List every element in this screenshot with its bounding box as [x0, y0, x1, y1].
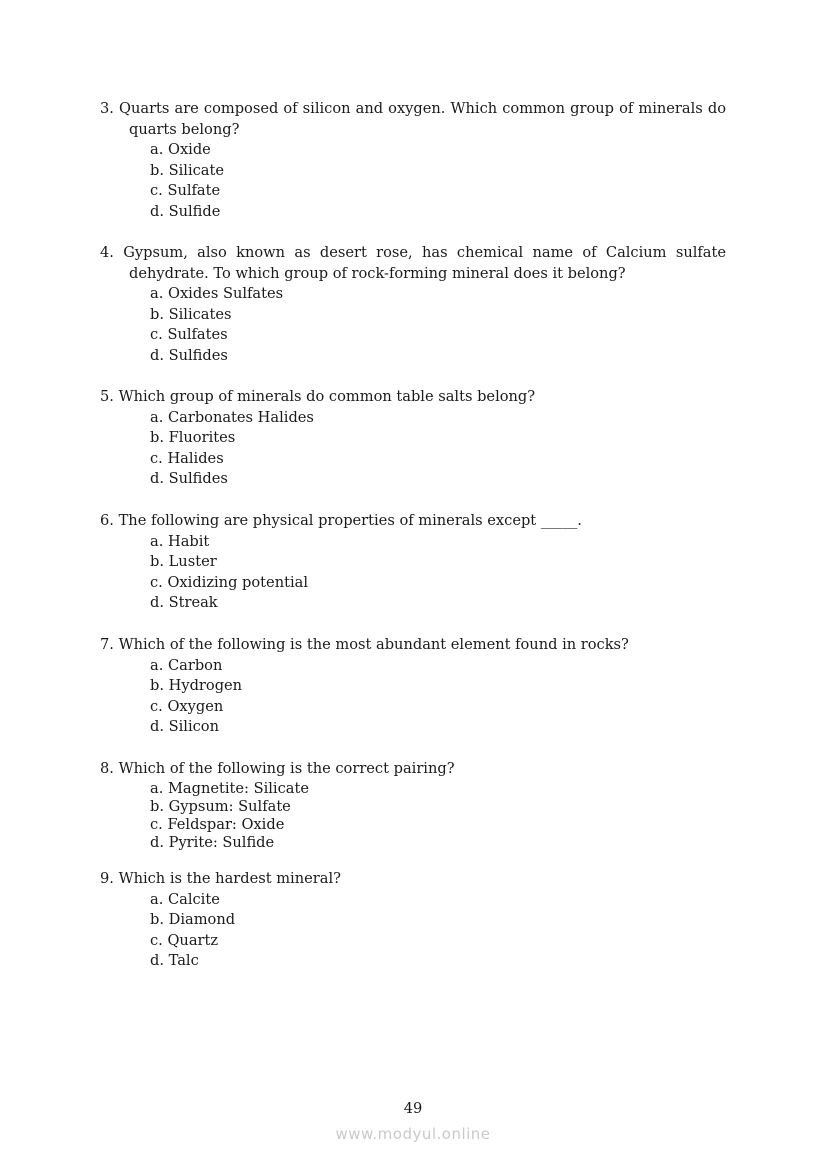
option-a: a. Carbonates Halides [150, 408, 314, 426]
question-stem: 5. Which group of minerals do common table salts belong? [100, 388, 536, 405]
option-d: d. Pyrite: Sulfide [150, 833, 275, 851]
option-list [100, 532, 726, 614]
option-c: c. Sulfates [150, 326, 228, 344]
question-3 [100, 99, 726, 223]
question-8 [100, 759, 726, 852]
question-7 [100, 635, 726, 738]
option-list [100, 408, 726, 490]
option-c: c. Halides [150, 449, 224, 467]
question-stem: 8. Which of the following is the correct pairing? [100, 760, 455, 777]
option-a: a. Magnetite: Silicate [150, 779, 309, 797]
option-b: b. Silicates [150, 305, 232, 323]
option-b: b. Hydrogen [150, 677, 243, 695]
option-a: a. Oxide [150, 141, 211, 159]
option-a: a. Carbon [150, 656, 223, 674]
question-4 [100, 243, 726, 367]
option-a: a. Calcite [150, 890, 220, 908]
question-stem: 4. Gypsum, also known as desert rose, has chemical name of Calcium sulfate dehydrate. To which group of rock-forming mineral does it belong? [100, 244, 726, 282]
option-d: d. Streak [150, 594, 218, 612]
option-b: b. Gypsum: Sulfate [150, 797, 291, 815]
option-list [100, 284, 726, 366]
option-a: a. Habit [150, 532, 210, 550]
watermark: www.modyul.online [335, 1125, 491, 1143]
option-c: c. Feldspar: Oxide [150, 815, 285, 833]
option-d: d. Sulfides [150, 346, 228, 364]
question-stem: 6. The following are physical properties of minerals except _____. [100, 512, 582, 529]
question-6 [100, 511, 726, 614]
option-c: c. Sulfate [150, 182, 221, 200]
question-stem: 3. Quarts are composed of silicon and oxygen. Which common group of minerals do quarts belong? [100, 100, 726, 138]
option-b: b. Silicate [150, 161, 224, 179]
option-list [100, 780, 726, 852]
option-list [100, 140, 726, 222]
option-c: c. Quartz [150, 931, 219, 949]
option-b: b. Diamond [150, 911, 236, 929]
option-b: b. Fluorites [150, 429, 236, 447]
question-5 [100, 387, 726, 490]
question-stem: 9. Which is the hardest mineral? [100, 870, 341, 887]
question-stem: 7. Which of the following is the most abundant element found in rocks? [100, 636, 629, 653]
option-b: b. Luster [150, 553, 217, 571]
option-d: d. Sulfides [150, 470, 228, 488]
option-list [100, 890, 726, 972]
question-9 [100, 869, 726, 972]
page-number: 49 [403, 1100, 423, 1117]
option-d: d. Silicon [150, 718, 219, 736]
option-c: c. Oxygen [150, 697, 224, 715]
option-c: c. Oxidizing potential [150, 573, 308, 591]
option-a: a. Oxides Sulfates [150, 285, 284, 303]
option-d: d. Talc [150, 952, 199, 970]
option-d: d. Sulfide [150, 202, 221, 220]
option-list [100, 656, 726, 738]
